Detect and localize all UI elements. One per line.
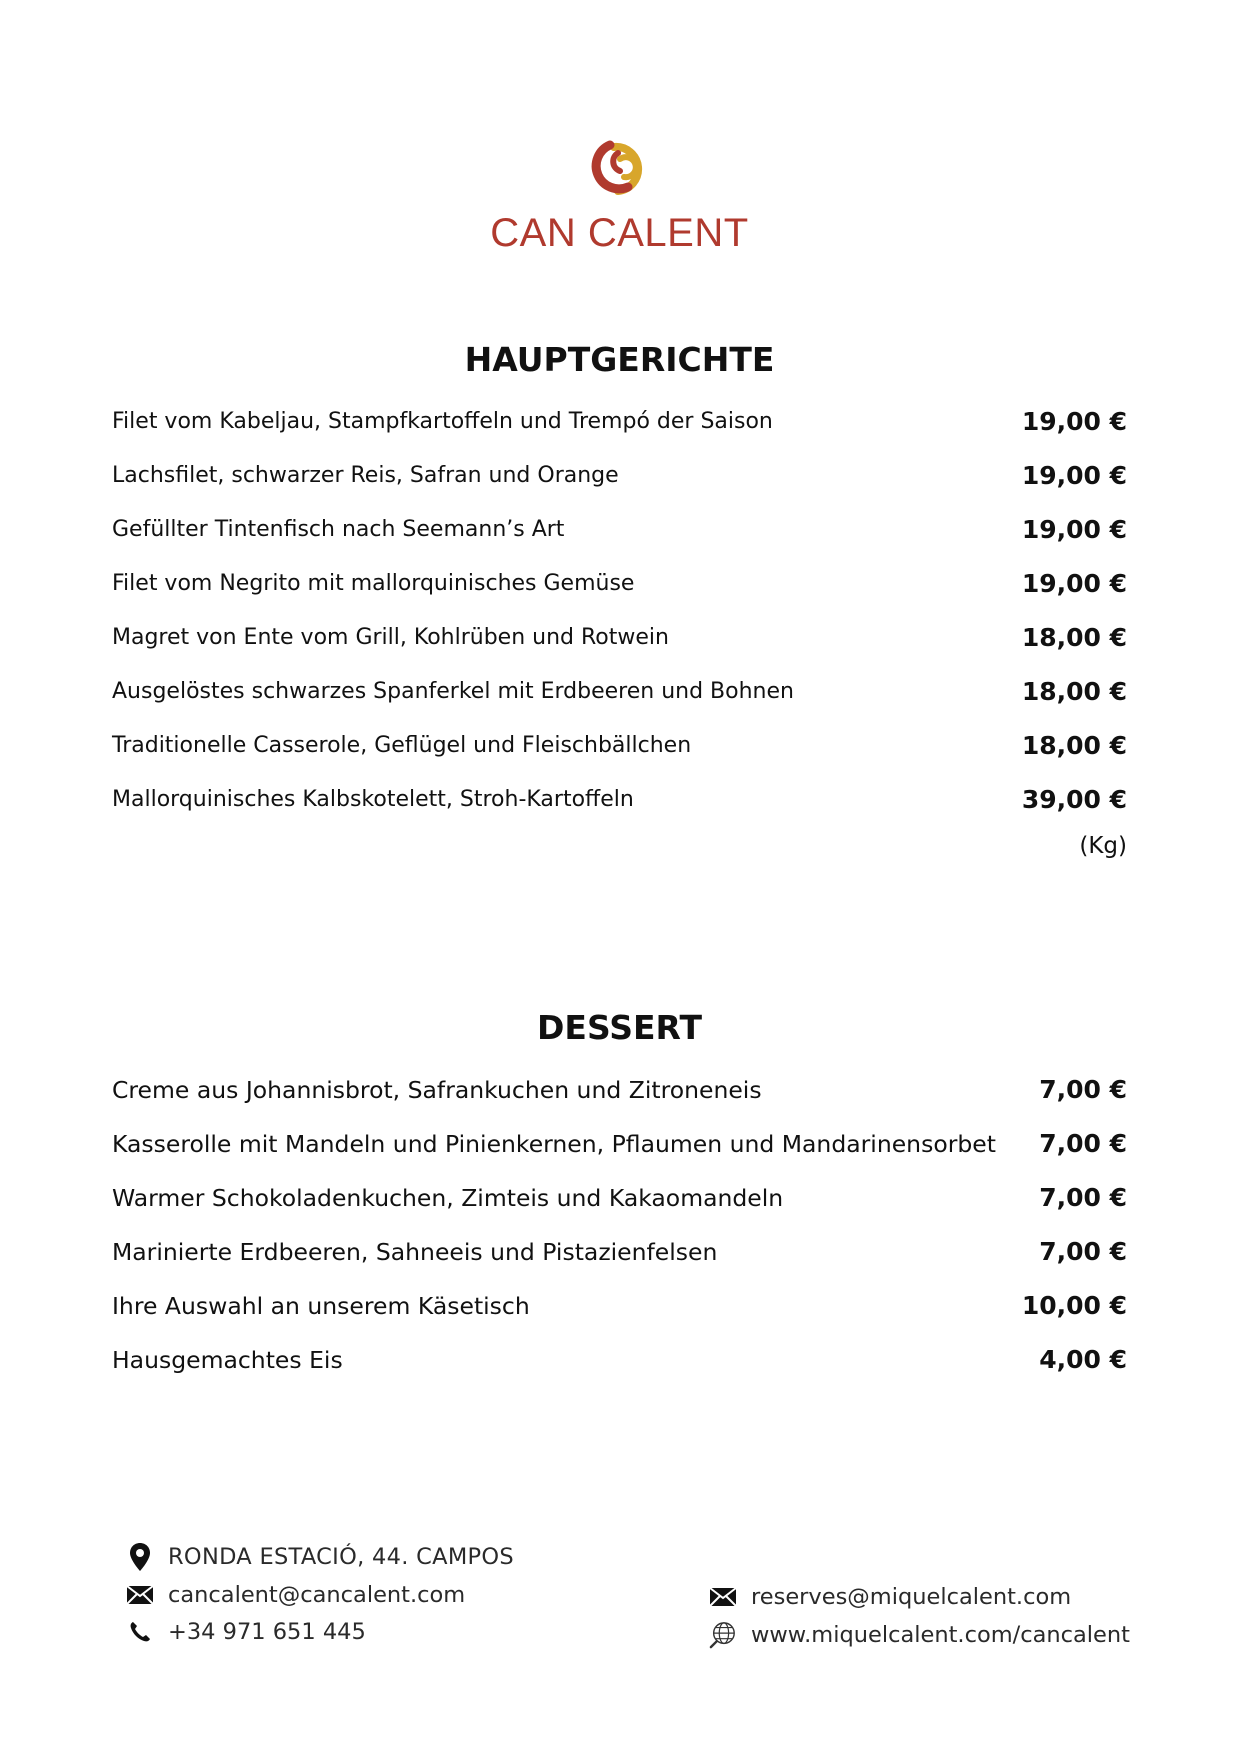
restaurant-logo [0,125,1239,256]
menu-item [112,569,1127,623]
website-link[interactable]: www.miquelcalent.com/cancalent [751,1622,1130,1648]
menu-item [112,785,1127,875]
menu-item-unit: (Kg) [1079,833,1127,859]
address-line [126,1540,514,1574]
menu-item [112,1291,1127,1345]
phone-line[interactable] [126,1615,366,1649]
menu-item [112,1075,1127,1129]
menu-item-price: 4,00 € [1039,1345,1127,1374]
menu-item-name: Lachsfilet, schwarzer Reis, Safran und Orange [112,463,619,488]
menu-item [112,1129,1127,1183]
menu-item [112,1183,1127,1237]
menu-item [112,1345,1127,1399]
menu-item-name: Marinierte Erdbeeren, Sahneeis und Pistazienfelsen [112,1238,718,1266]
menu-item-price: 7,00 € [1039,1129,1127,1158]
menu-item-price: 19,00 € [1021,515,1127,544]
envelope-icon [709,1583,737,1611]
location-pin-icon [126,1543,154,1571]
menu-item-name: Hausgemachtes Eis [112,1346,343,1374]
brand-name: CAN CALENT [490,211,749,255]
menu-list-main-courses [112,407,1127,875]
menu-item [112,515,1127,569]
menu-item [112,461,1127,515]
menu-item-name: Traditionelle Casserole, Geflügel und Fleischbällchen [112,733,692,758]
menu-item-price: 7,00 € [1039,1237,1127,1266]
menu-item-name: Kasserolle mit Mandeln und Pinienkernen, Pflaumen und Mandarinensorbet [112,1130,996,1158]
section-title-main-courses: HAUPTGERICHTE [464,340,775,379]
menu-item [112,731,1127,785]
envelope-icon [126,1581,154,1609]
menu-item-price: 19,00 € [1021,461,1127,490]
menu-item-name: Ausgelöstes schwarzes Spanferkel mit Erdbeeren und Bohnen [112,679,794,704]
menu-item-name: Mallorquinisches Kalbskotelett, Stroh-Kartoffeln [112,787,634,812]
contact-footer [0,1540,1239,1660]
email-line[interactable] [126,1578,465,1612]
menu-item [112,1237,1127,1291]
menu-item-name: Magret von Ente vom Grill, Kohlrüben und Rotwein [112,625,669,650]
menu-item-name: Warmer Schokoladenkuchen, Zimteis und Kakaomandeln [112,1184,784,1212]
globe-icon [709,1621,737,1649]
menu-item [112,677,1127,731]
menu-item-price: 19,00 € [1021,407,1127,436]
menu-item [112,623,1127,677]
menu-item-price: 18,00 € [1021,623,1127,652]
reservations-line[interactable] [709,1580,1071,1614]
can-calent-swirl-logo [580,125,660,205]
website-line[interactable] [709,1618,1130,1652]
menu-item-price: 39,00 € [1021,785,1127,814]
menu-item-name: Filet vom Negrito mit mallorquinisches Gemüse [112,571,635,596]
section-title-dessert: DESSERT [537,1008,702,1047]
menu-item-price: 18,00 € [1021,677,1127,706]
email-link[interactable]: cancalent@cancalent.com [168,1582,466,1608]
menu-list-dessert [112,1075,1127,1399]
menu-item-price: 18,00 € [1021,731,1127,760]
menu-item-name: Gefüllter Tintenfisch nach Seemann’s Art [112,517,565,542]
address-text: RONDA ESTACIÓ, 44. CAMPOS [168,1544,515,1570]
menu-item-name: Filet vom Kabeljau, Stampfkartoffeln und Trempó der Saison [112,409,773,434]
menu-item-price: 19,00 € [1021,569,1127,598]
menu-item-name: Ihre Auswahl an unserem Käsetisch [112,1292,530,1320]
reservations-email-link[interactable]: reserves@miquelcalent.com [751,1584,1072,1610]
menu-item [112,407,1127,461]
menu-item-price: 7,00 € [1039,1075,1127,1104]
phone-number[interactable]: +34 971 651 445 [168,1619,366,1645]
menu-item-price: 7,00 € [1039,1183,1127,1212]
phone-icon [126,1618,154,1646]
menu-item-price: 10,00 € [1021,1291,1127,1320]
menu-item-name: Creme aus Johannisbrot, Safrankuchen und Zitroneneis [112,1076,762,1104]
